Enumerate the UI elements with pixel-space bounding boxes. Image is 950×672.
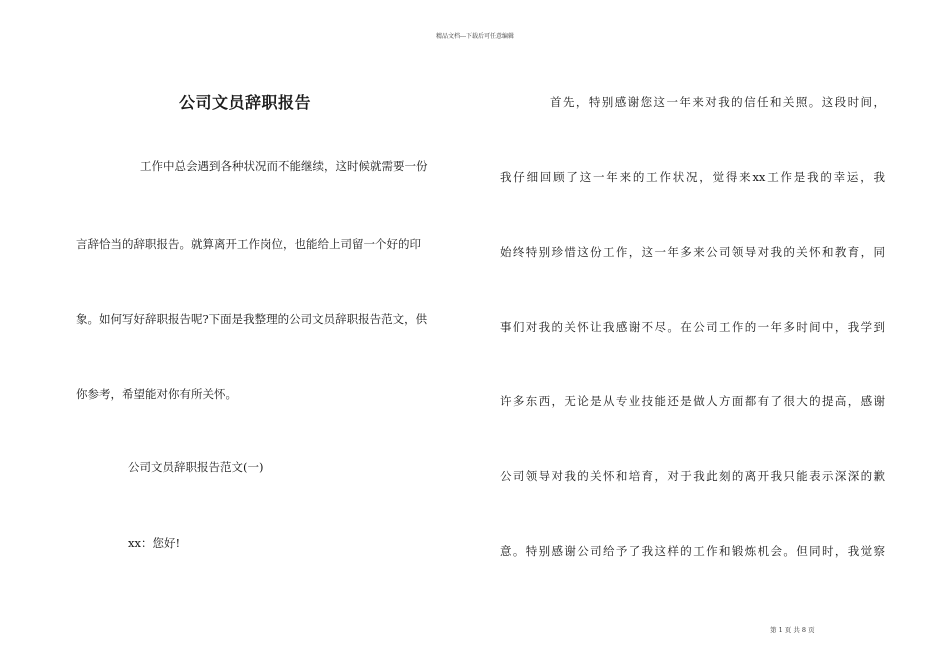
paragraph-line: 言辞恰当的辞职报告。就算离开工作岗位，也能给上司留一个好的印	[76, 237, 421, 251]
page-header: 精品文档---下载后可任意编辑	[435, 33, 515, 40]
salutation: xx：您好!	[128, 536, 181, 550]
left-column	[76, 0, 476, 672]
paragraph-line: 公司领导对我的关怀和培育，对于我此刻的离开我只能表示深深的歉	[500, 469, 885, 483]
paragraph-line: 首先，特别感谢您这一年来对我的信任和关照。这段时间，	[550, 95, 885, 109]
document-title: 公司文员辞职报告	[178, 93, 311, 112]
paragraph-line: 许多东西，无论是从专业技能还是做人方面都有了很大的提高，感谢	[500, 394, 885, 408]
paragraph-line: 你参考，希望能对你有所关怀。	[76, 387, 237, 401]
paragraph-line: 象。如何写好辞职报告呢?下面是我整理的公司文员辞职报告范文，供	[76, 312, 428, 326]
paragraph-line: 意。特别感谢公司给予了我这样的工作和锻炼机会。但同时，我觉察	[500, 544, 885, 558]
paragraph-line: 事们对我的关怀让我感谢不尽。在公司工作的一年多时间中，我学到	[500, 320, 885, 334]
paragraph-line: 我仔细回顾了这一年来的工作状况，觉得来xx工作是我的幸运，我	[500, 170, 885, 184]
section-heading: 公司文员辞职报告范文(一)	[128, 460, 264, 474]
paragraph-line: 工作中总会遇到各种状况而不能继续，这时候就需要一份	[140, 159, 428, 173]
paragraph-line: 始终特别珍惜这份工作，这一年多来公司领导对我的关怀和教育，同	[500, 245, 885, 259]
right-column	[500, 0, 885, 672]
page-number: 第 1 页 共 8 页	[770, 626, 815, 634]
